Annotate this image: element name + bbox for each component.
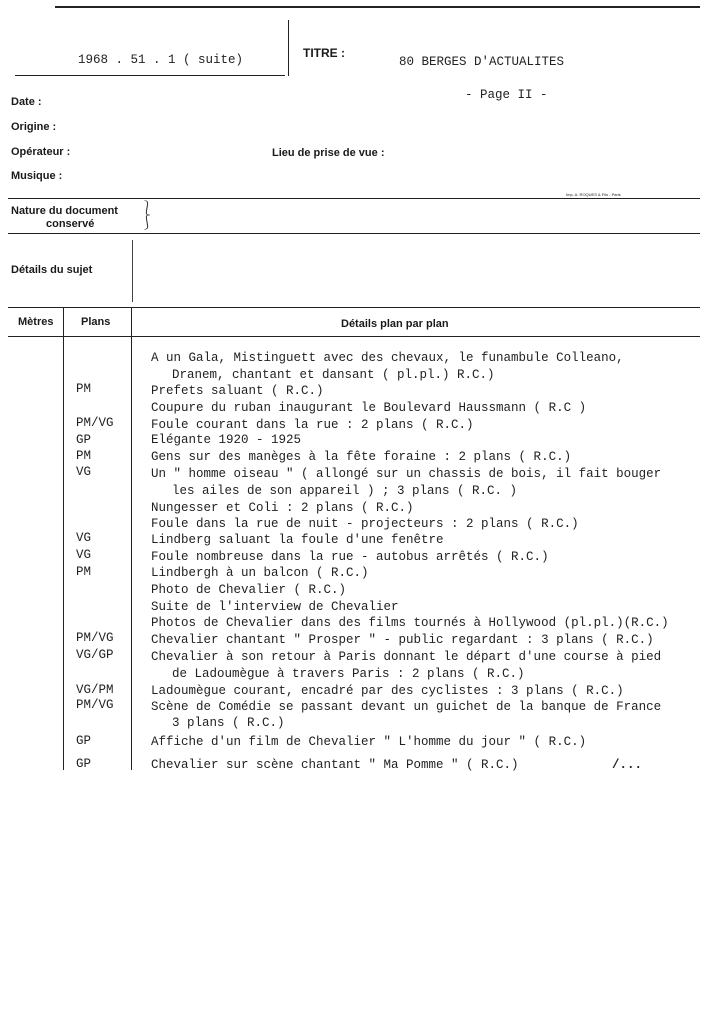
plan-code: PM/VG xyxy=(76,416,114,430)
detail-line: les ailes de son appareil ) ; 3 plans ( R.C. ) xyxy=(172,484,518,498)
header-divider xyxy=(288,20,289,76)
detail-line: Photos de Chevalier dans des films tournés à Hollywood (pl.pl.)(R.C.) xyxy=(151,616,669,630)
origine-label: Origine : xyxy=(11,121,57,133)
document-reference: 1968 . 51 . 1 ( suite) xyxy=(78,53,244,67)
detail-line: 3 plans ( R.C.) xyxy=(172,716,285,730)
detail-line: Dranem, chantant et dansant ( pl.pl.) R.C.) xyxy=(172,368,495,382)
musique-label: Musique : xyxy=(11,170,63,182)
nature-label: Nature du document xyxy=(11,205,118,217)
lieu-label: Lieu de prise de vue : xyxy=(272,147,385,159)
header-rule-left xyxy=(15,75,285,76)
page-number: - Page II - xyxy=(465,88,548,102)
plan-code: VG/GP xyxy=(76,648,114,662)
fields-rule xyxy=(8,198,700,199)
plan-code: VG xyxy=(76,548,92,562)
details-sujet-label: Détails du sujet xyxy=(11,264,93,276)
detail-line: Foule courant dans la rue : 2 plans ( R.C.) xyxy=(151,418,474,432)
plan-code: PM/VG xyxy=(76,631,114,645)
printer-imprint: Imp. A. ROQUES & Fils - Paris xyxy=(566,192,621,197)
detail-line: Nungesser et Coli : 2 plans ( R.C.) xyxy=(151,501,414,515)
detail-line: Lindberg saluant la foule d'une fenêtre xyxy=(151,533,444,547)
detail-line: Foule nombreuse dans la rue - autobus arrêtés ( R.C.) xyxy=(151,550,549,564)
detail-line: Chevalier à son retour à Paris donnant le départ d'une course à pied xyxy=(151,650,662,664)
nature-rule xyxy=(8,233,700,234)
date-label: Date : xyxy=(11,96,42,108)
plan-code: PM xyxy=(76,449,92,463)
titre-label: TITRE : xyxy=(303,46,345,60)
plan-code: VG xyxy=(76,531,92,545)
table-top-rule xyxy=(8,307,700,308)
detail-line: Prefets saluant ( R.C.) xyxy=(151,384,324,398)
plan-code: VG/PM xyxy=(76,683,114,697)
plan-code: GP xyxy=(76,757,92,771)
col-details-header: Détails plan par plan xyxy=(341,318,449,330)
continuation-mark: /... xyxy=(612,758,643,772)
detail-line: Scène de Comédie se passant devant un guichet de la banque de France xyxy=(151,700,662,714)
plan-code: VG xyxy=(76,465,92,479)
table-header-rule xyxy=(8,336,700,337)
detail-line: Chevalier chantant " Prosper " - public regardant : 3 plans ( R.C.) xyxy=(151,633,654,647)
detail-line: Elégante 1920 - 1925 xyxy=(151,433,302,447)
detail-line: Un " homme oiseau " ( allongé sur un chassis de bois, il fait bouger xyxy=(151,467,662,481)
detail-line: Foule dans la rue de nuit - projecteurs : 2 plans ( R.C.) xyxy=(151,517,579,531)
plan-code: PM xyxy=(76,565,92,579)
plan-code: GP xyxy=(76,433,92,447)
col-plans-header: Plans xyxy=(81,316,111,328)
detail-line: Coupure du ruban inaugurant le Boulevard Haussmann ( R.C ) xyxy=(151,401,587,415)
nature-brace: ⎱ ⎰ xyxy=(140,201,154,231)
col-metres-header: Mètres xyxy=(18,316,54,328)
plan-code: PM xyxy=(76,382,92,396)
plan-code: GP xyxy=(76,734,92,748)
col-rule-2 xyxy=(131,308,132,770)
detail-line: Gens sur des manèges à la fête foraine : 2 plans ( R.C.) xyxy=(151,450,572,464)
operateur-label: Opérateur : xyxy=(11,146,71,158)
plan-code: PM/VG xyxy=(76,698,114,712)
sujet-brace-line xyxy=(132,240,133,302)
nature-label-2: conservé xyxy=(46,218,95,230)
detail-line: de Ladoumègue à travers Paris : 2 plans ( R.C.) xyxy=(172,667,525,681)
document-title: 80 BERGES D'ACTUALITES xyxy=(399,55,565,69)
detail-line: Lindbergh à un balcon ( R.C.) xyxy=(151,566,369,580)
detail-line: Photo de Chevalier ( R.C.) xyxy=(151,583,347,597)
detail-line: Chevalier sur scène chantant " Ma Pomme " ( R.C.) xyxy=(151,758,519,772)
detail-line: Ladoumègue courant, encadré par des cyclistes : 3 plans ( R.C.) xyxy=(151,684,624,698)
detail-line: A un Gala, Mistinguett avec des chevaux, le funambule Colleano, xyxy=(151,351,624,365)
detail-line: Suite de l'interview de Chevalier xyxy=(151,600,399,614)
col-rule-1 xyxy=(63,308,64,770)
detail-line: Affiche d'un film de Chevalier " L'homme du jour " ( R.C.) xyxy=(151,735,587,749)
top-rule xyxy=(55,6,700,8)
